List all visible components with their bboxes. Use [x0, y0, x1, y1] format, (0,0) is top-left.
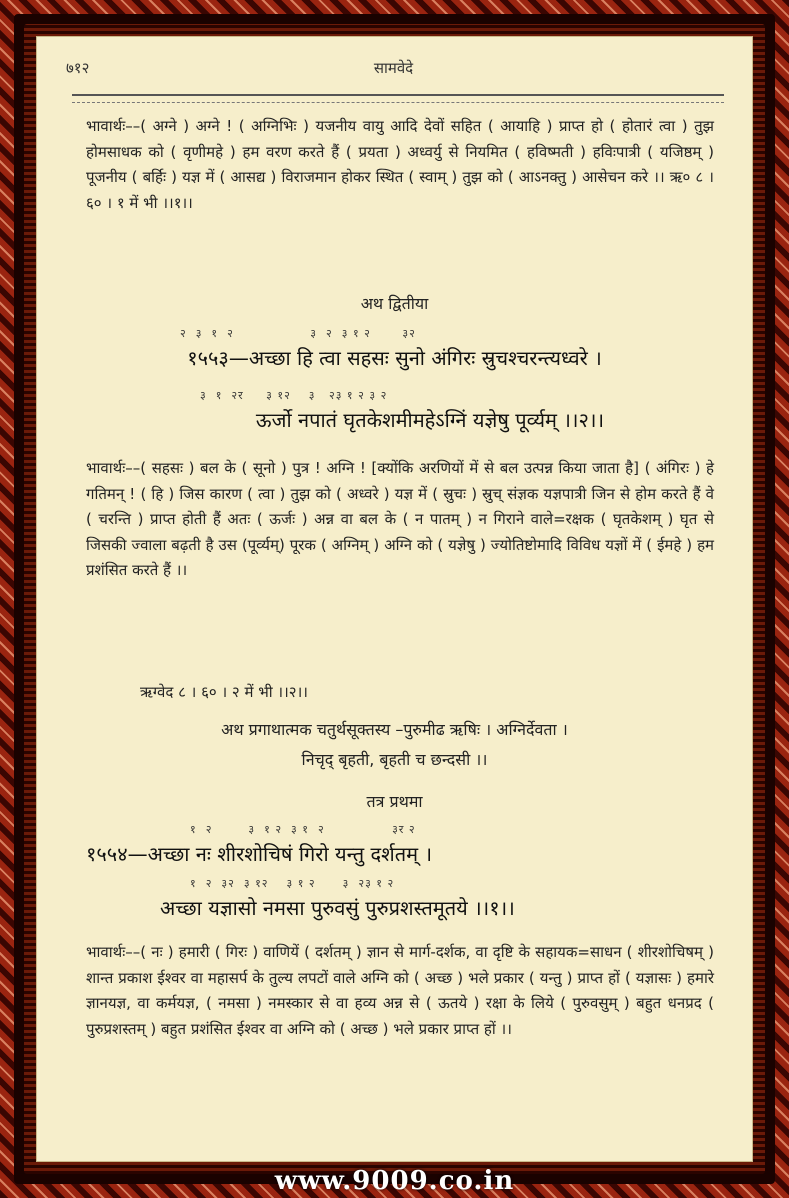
running-title: सामवेदे: [373, 59, 414, 77]
footer-website-url: www.9009.co.in: [274, 1166, 515, 1196]
mantra-1553-line-2: ऊर्जो नपातं घृतकेशमीमहेऽग्निं यज्ञेषु पूर्व्यम् ।।२।।: [255, 408, 605, 432]
mantra-1554-line-1: १५५४—अच्छा नः शीरशोचिषं गिरो यन्तु दर्शतम् ।: [86, 842, 433, 866]
section-heading-dvitiya: अथ द्वितीया: [360, 294, 429, 313]
section-heading-prathama: तत्र प्रथमा: [366, 792, 423, 811]
header-rule: [72, 94, 724, 103]
page-number: ७१२: [66, 59, 90, 77]
sukta-intro-line-1: अथ प्रगाथात्मक चतुर्थसूक्तस्य –पुरुमीढ ऋषिः । अग्निर्देवता ।: [221, 720, 568, 739]
bhavarth-paragraph-2: भावार्थः––( सहसः ) बल के ( सूनो ) पुत्र ! अग्नि ! [क्योंकि अरणियों में से बल उत्पन्न किया जाता है] ( अंगिरः ) हे गतिमन् ! ( हि ) जिस कारण ( त्वा ) तुझ को ( अध्वरे ) यज्ञ में ( स्रुचः ) स्रुच् संज्ञक यज्ञपात्री जिन से होम करते हैं वे ( चरन्ति ) प्राप्त होती हैं अतः ( ऊर्जः ) अन्न वा बल के ( न पातम् ) न गिराने वाले=रक्षक ( घृतकेशम् ) घृत से जिसकी ज्वाला बढ़ती है उस (पूर्व्यम्) पूरक ( अग्निम् ) अग्नि को ( यज्ञेषु ) ज्योतिष्टोमादि विविध यज्ञों में ( ईमहे ) हम प्रशंसित करते हैं ।।: [86, 459, 714, 580]
mantra-1554-line-2: अच्छा यज्ञासो नमसा पुरुवसुं पुरुप्रशस्तमूतये ।।१।।: [160, 896, 515, 920]
mantra-1553-accents-1: २ ३ १ २ ३ २ ३ १ २ ३२: [180, 327, 416, 340]
bhavarth-paragraph-1: भावार्थः––( अग्ने ) अग्ने ! ( अग्निभिः ) यजनीय वायु आदि देवों सहित ( आयाहि ) प्राप्त हो ( होतारं त्वा ) तुझ होमसाधक को ( वृणीमहे ) हम वरण करते हैं ( प्रयता ) अध्वर्यु से नियमित ( हविष्मती ) हविःपात्री ( यजिष्ठम् ) पूजनीय ( बर्हिः ) यज्ञ में ( आसद्य ) विराजमान होकर स्थित ( स्वाम् ) तुझ को ( आऽनक्तु ) आसेचन करे ।। ऋ० ८ । ६० । १ में भी ।।१।।: [86, 117, 714, 212]
rigveda-reference: ऋग्वेद ८ । ६० । २ में भी ।।२।।: [140, 683, 308, 701]
mantra-1554-accents-2: १ २ ३२ ३ १२ ३ १ २ ३ २३ १ २: [190, 877, 395, 890]
sukta-intro-line-2: निचृद् बृहती, बृहती च छन्दसी ।।: [301, 750, 488, 769]
mantra-1553-line-1: १५५३—अच्छा हि त्वा सहसः सुनो अंगिरः स्रुचश्चरन्त्यध्वरे ।: [187, 346, 602, 370]
mantra-1553-accents-2: ३ १ २र ३ १२ ३ २३ १ २ ३ २: [200, 389, 388, 402]
page-header: [66, 52, 721, 82]
mantra-1554-accents-1: १ २ ३ १ २ ३ १ २ ३र २: [190, 823, 416, 836]
bhavarth-paragraph-3: भावार्थः––( नः ) हमारी ( गिरः ) वाणियें ( दर्शतम् ) ज्ञान से मार्ग-दर्शक, वा दृष्टि के सहायक=साधन ( शीरशोचिषम् ) शान्त प्रकाश ईश्वर वा महासर्प के तुल्य लपटों वाले अग्नि को ( अच्छ ) भले प्रकार ( यन्तु ) प्राप्त हों ( यज्ञासः ) हमारे ज्ञानयज्ञ, वा कर्मयज्ञ, ( नमसा ) नमस्कार से वा हव्य अन्न से ( ऊतये ) रक्षा के लिये ( पुरुवसुम् ) बहुत धनप्रद ( पुरुप्रशस्तम् ) बहुत प्रशंसित ईश्वर वा अग्नि को ( अच्छ ) भले प्रकार प्राप्त हों ।।: [86, 943, 714, 1038]
